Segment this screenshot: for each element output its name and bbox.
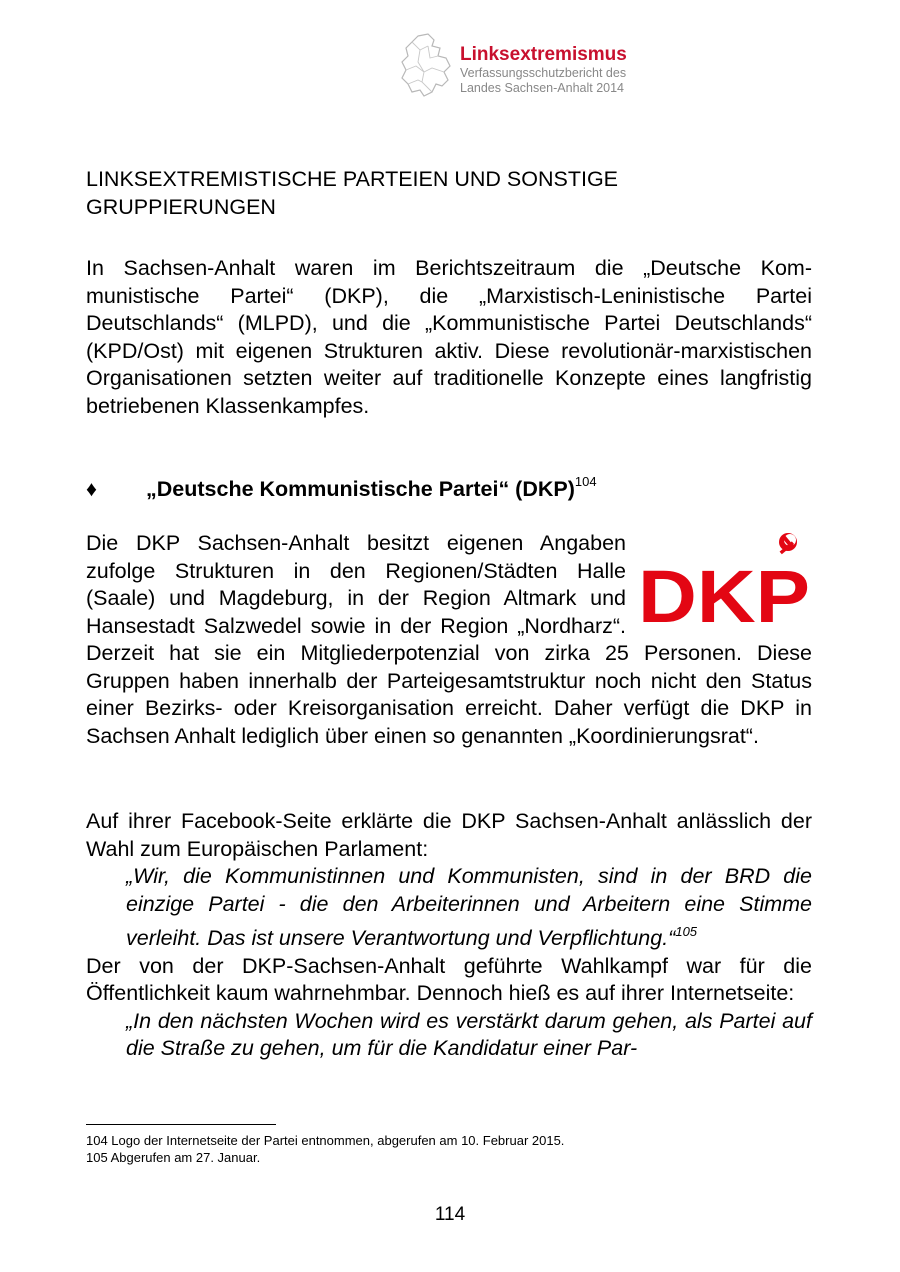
- section-heading-block: [86, 166, 812, 221]
- diamond-bullet-icon: ♦: [86, 477, 97, 501]
- subsection-title: „Deutsche Kommunistische Partei“ (DKP): [146, 477, 575, 501]
- footnote-104: 104 Logo der Internetseite der Partei entnommen, abgerufen am 10. Februar 2015.: [86, 1133, 565, 1148]
- facebook-paragraph: Auf ihrer Facebook-Seite erklärte die DKP Sachsen-Anhalt anlässlich der Wahl zum Europäischen Parlament:: [86, 809, 812, 861]
- dkp-paragraph: Die DKP Sachsen-Anhalt besitzt eigenen Angaben zufolge Strukturen in den Regionen/Städten Halle (Saale) und Magdeburg, in der Region Altmark und Hansestadt Salzwedel sowie in der Region „Nordharz“. Derzeit hat sie ein Mitgliederpotenzial von zirka 25 Personen. Diese Gruppen haben innerhalb der Parteigesamtstruktur noch nicht den Status einer Bezirks- oder Kreisorganisation erreicht. Daher verfügt die DKP in Sachsen Anhalt lediglich über einen so genannten „Koordinierungsrat“.: [86, 531, 812, 748]
- section-heading: LINKSEXTREMISTISCHE PARTEIEN UND SONSTIGE GRUPPIERUNGEN: [86, 167, 619, 219]
- footnotes: [86, 1132, 564, 1166]
- quote-1-text: „Wir, die Kommunistinnen und Kommunisten, sind in der BRD die einzige Partei - die den Arbeiterinnen und Arbeitern eine Stimme verleiht. Das ist unsere Verantwortung und Verpflichtung.“: [126, 864, 812, 950]
- campaign-paragraph: Der von der DKP-Sachsen-Anhalt geführte Wahlkampf war für die Öffentlichkeit kaum wahrnehmbar. Dennoch hieß es auf ihrer Internetseite:: [86, 953, 812, 1005]
- subsection-heading: [86, 468, 597, 503]
- quote-2: „In den nächsten Wochen wird es verstärkt darum gehen, als Partei auf die Straße zu gehen, um für die Kandidatur einer Par-: [126, 1008, 812, 1060]
- quote-1: [86, 863, 812, 953]
- dkp-block: [86, 530, 812, 750]
- header-title: Linksextremismus: [460, 44, 627, 65]
- header-subtitle-2: Landes Sachsen-Anhalt 2014: [460, 81, 625, 95]
- dkp-logo: [636, 530, 812, 628]
- dkp-logo-text: DKP: [638, 555, 810, 628]
- footnote-divider: [86, 1124, 276, 1125]
- page-number: 114: [434, 1204, 466, 1225]
- intro-paragraph: In Sachsen-Anhalt waren im Berichtszeitraum die „Deutsche Kommunistische Partei“ (DKP), die „Marxistisch-Leninistische Partei Deutschlands“ (MLPD), und die „Kommunistische Partei Deutschlands“ (KPD/Ost) mit eigenen Strukturen aktiv. Diese revolutionär-marxistischen Organisationen setzten weiter auf traditionelle Konzepte eines langfristig betriebenen Klassenkampfes.: [86, 256, 812, 418]
- page-header: [460, 44, 627, 96]
- saxony-anhalt-map-icon: [398, 32, 456, 100]
- intro-block: [86, 255, 812, 420]
- footnote-105: 105 Abgerufen am 27. Januar.: [86, 1150, 261, 1165]
- hammer-sickle-icon: [779, 533, 797, 554]
- footnote-ref-104: 104: [574, 474, 597, 489]
- footnote-ref-105: 105: [675, 924, 698, 939]
- header-subtitle-1: Verfassungsschutzbericht des: [460, 66, 627, 80]
- facebook-block: [86, 808, 812, 1063]
